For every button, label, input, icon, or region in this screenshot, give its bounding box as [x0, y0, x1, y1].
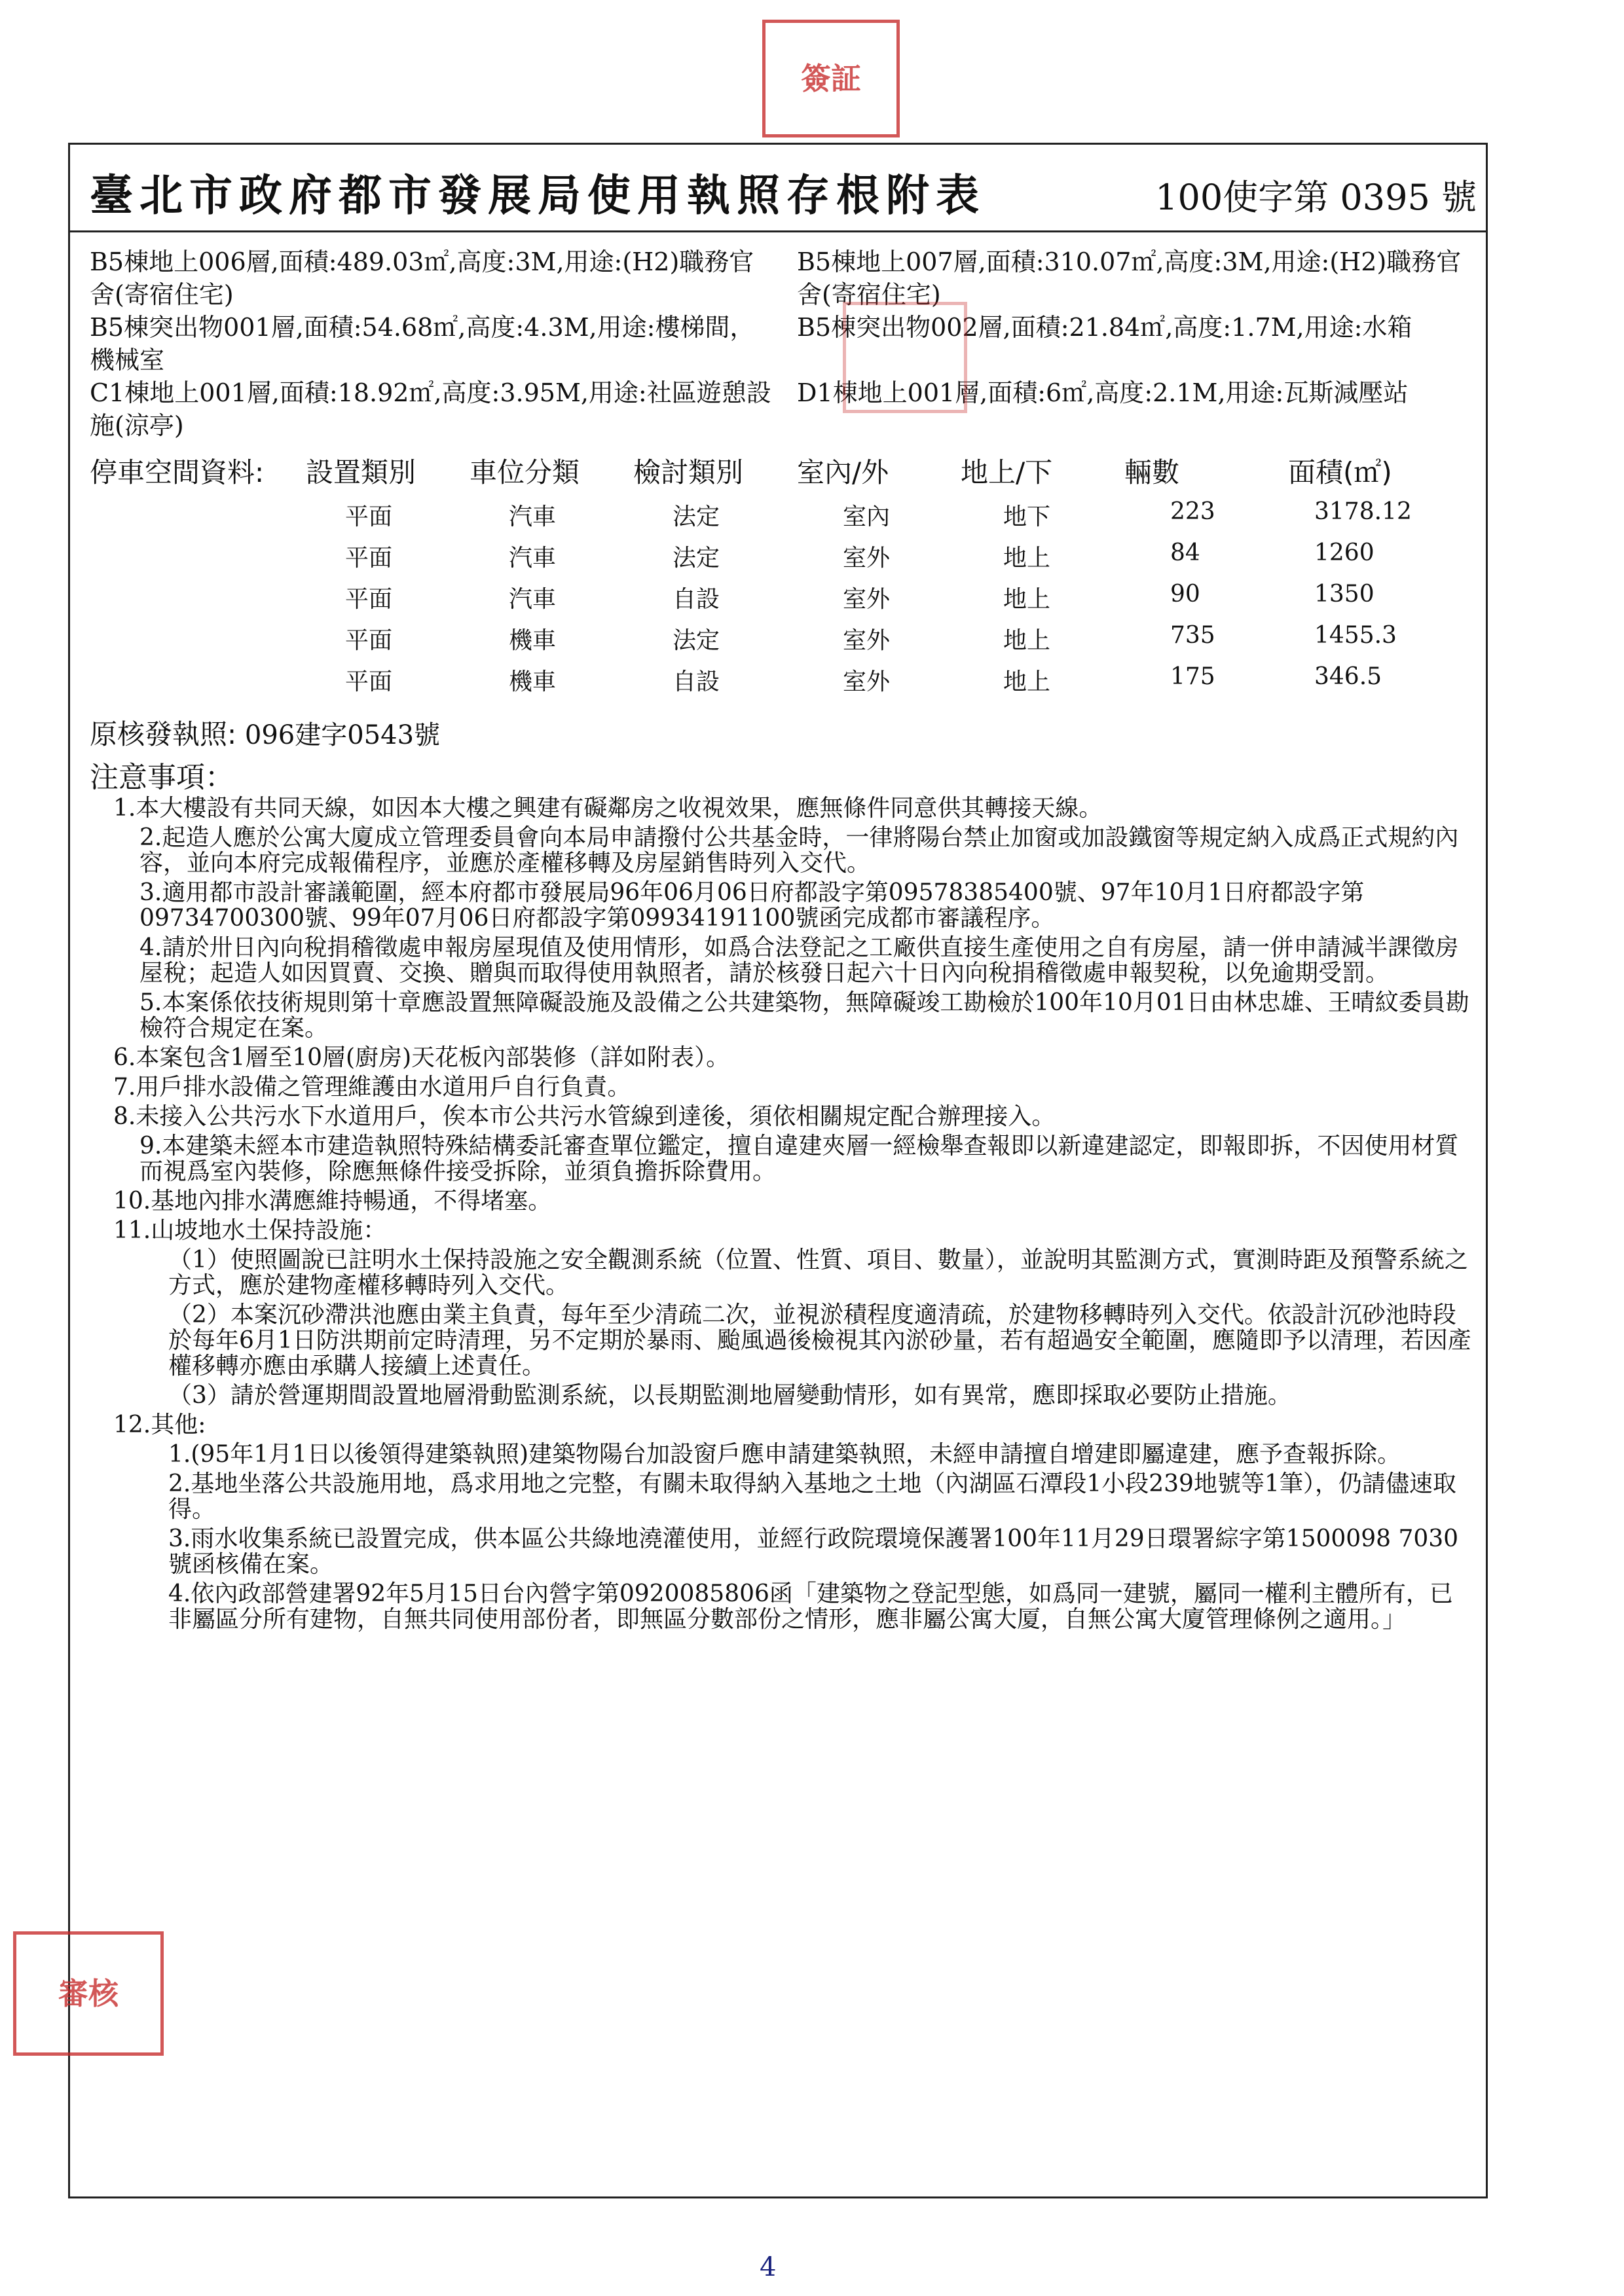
- document-header: [70, 145, 1486, 232]
- parking-cell: 汽車: [509, 586, 557, 613]
- parking-cell: 地上: [1003, 586, 1051, 613]
- other-note-item: 2.基地坐落公共設施用地，爲求用地之完整，有關未取得納入基地之土地（內湖區石潭段1小段239地號等1筆），仍請儘速取得。: [168, 1470, 1456, 1523]
- parking-cell: 法定: [673, 503, 720, 530]
- floor-entry: B5棟突出物002層,面積:21.84㎡,高度:1.7M,用途:水箱: [797, 313, 1412, 342]
- parking-cell: 平面: [345, 545, 393, 572]
- note-item: 3.適用都市設計審議範圍，經本府都市發展局96年06月06日府都設字第09578385400號、97年10月1日府都設字第09734700300號、99年07月06日府都設字第09934191100號函完成都市審議程序。: [139, 879, 1365, 932]
- original-license: [90, 713, 440, 752]
- floor-entry: D1棟地上001層,面積:6㎡,高度:2.1M,用途:瓦斯減壓站: [797, 378, 1409, 407]
- parking-row: [70, 498, 1486, 539]
- parking-column-header: 輛數: [1124, 456, 1180, 488]
- parking-column-header: 檢討類別: [633, 456, 744, 488]
- floor-row: [90, 246, 1478, 311]
- parking-table: [70, 498, 1486, 704]
- note-item: 5.本案係依技術規則第十章應設置無障礙設施及設備之公共建築物，無障礙竣工勘檢於100年10月01日由林忠雄、王晴紋委員勘檢符合規定在案。: [139, 989, 1469, 1042]
- parking-cell: 地下: [1003, 503, 1051, 530]
- parking-cell: 90: [1170, 581, 1200, 608]
- other-title: 12.其他:: [113, 1412, 206, 1438]
- parking-cell: 地上: [1003, 545, 1051, 572]
- parking-column-header: 面積(㎡): [1288, 456, 1392, 488]
- parking-cell: 平面: [345, 668, 393, 695]
- parking-header: [90, 451, 1465, 490]
- parking-cell: 室內: [843, 503, 891, 530]
- slope-note-item: （2）本案沉砂滯洪池應由業主負責，每年至少清疏二次，並視淤積程度適清疏，於建物移轉時列入交代。依設計沉砂池時段於每年6月1日防洪期前定時清理，另不定期於暴雨、颱風過後檢視其內淤砂量，若有超過安全範圍，應隨即予以清理，若因產權移轉亦應由承購人接續上述責任。: [168, 1302, 1471, 1379]
- notes-list: [113, 795, 1475, 1636]
- parking-cell: 室外: [843, 668, 891, 695]
- note-item: 1.本大樓設有共同天線，如因本大樓之興建有礙鄰房之收視效果，應無條件同意供其轉接天線。: [113, 795, 1103, 822]
- parking-cell: 汽車: [509, 545, 557, 572]
- other-note-item: 3.雨水收集系統已設置完成，供本區公共綠地澆灌使用，並經行政院環境保護署100年11月29日環署綜字第1500098 7030號函核備在案。: [168, 1525, 1459, 1578]
- seal-stamp-top: 簽証: [762, 20, 900, 137]
- floor-entry: C1棟地上001層,面積:18.92㎡,高度:3.95M,用途:社區遊憩設施(涼亭): [90, 378, 771, 440]
- parking-label: 停車空間資料:: [90, 456, 265, 488]
- parking-row: [70, 539, 1486, 581]
- parking-cell: 223: [1170, 498, 1215, 525]
- parking-cell: 機車: [509, 668, 557, 695]
- parking-column-header: 地上/下: [961, 456, 1053, 488]
- floor-entry: B5棟突出物001層,面積:54.68㎡,高度:4.3M,用途:樓梯間，機械室: [90, 313, 755, 374]
- parking-cell: 1260: [1314, 539, 1375, 566]
- parking-cell: 地上: [1003, 627, 1051, 654]
- floor-row: [90, 311, 1478, 376]
- parking-cell: 室外: [843, 545, 891, 572]
- note-item: 7.用戶排水設備之管理維護由水道用戶自行負責。: [113, 1074, 631, 1101]
- notes-title: 注意事項：: [90, 761, 234, 794]
- parking-row: [70, 581, 1486, 622]
- parking-cell: 1350: [1314, 581, 1375, 608]
- parking-cell: 175: [1170, 663, 1215, 690]
- note-item: 9.本建築未經本市建造執照特殊結構委託審查單位鑑定，擅自違建夾層一經檢舉查報即以新違建認定，即報即拆，不因使用材質而視爲室內裝修，除應無條件接受拆除，並須負擔拆除費用。: [139, 1133, 1459, 1185]
- other-note-item: 1.(95年1月1日以後領得建築執照)建築物陽台加設窗戶應申請建築執照，未經申請擅自增建即屬違建，應予查報拆除。: [168, 1441, 1401, 1468]
- parking-cell: 自設: [673, 668, 720, 695]
- seal-stamp-bottom: 審核: [13, 1931, 164, 2056]
- parking-cell: 84: [1170, 539, 1200, 566]
- parking-cell: 法定: [673, 545, 720, 572]
- note-item: 11.山坡地水土保持設施：: [113, 1217, 387, 1244]
- document-frame: [68, 143, 1488, 2198]
- parking-cell: 1455.3: [1314, 622, 1397, 649]
- license-number: 100使字第 0395 號: [1155, 177, 1477, 218]
- note-item: 4.請於卅日內向稅捐稽徵處申報房屋現值及使用情形，如爲合法登記之工廠供直接生產使用之自有房屋，請一併申請減半課徵房屋稅；起造人如因買賣、交換、贈與而取得使用執照者，請於核發日起六十日內向稅捐稽徵處申報契稅，以免逾期受罰。: [139, 934, 1459, 987]
- parking-cell: 平面: [345, 627, 393, 654]
- slope-note-item: （1）使照圖說已註明水土保持設施之安全觀測系統（位置、性質、項目、數量），並說明其監測方式，實測時距及預警系統之方式，應於建物產權移轉時列入交代。: [168, 1247, 1468, 1299]
- parking-cell: 法定: [673, 627, 720, 654]
- document-title: 臺北市政府都市發展局使用執照存根附表: [90, 170, 986, 221]
- note-item: 2.起造人應於公寓大廈成立管理委員會向本局申請撥付公共基金時，一律將陽台禁止加窗或加設鐵窗等規定納入成爲正式規約內容，並向本府完成報備程序，並應於產權移轉及房屋銷售時列入交代。: [139, 824, 1459, 877]
- other-note-item: 4.依內政部營建署92年5月15日台內營字第0920085806函「建築物之登記型態，如爲同一建號，屬同一權利主體所有，已非屬區分所有建物，自無共同使用部份者，即無區分數部份之情形，應非屬公寓大厦，自無公寓大廈管理條例之適用。」: [168, 1580, 1453, 1633]
- parking-cell: 地上: [1003, 668, 1051, 695]
- floor-entry: B5棟地上006層,面積:489.03㎡,高度:3M,用途:(H2)職務官舍(寄宿住宅): [90, 247, 754, 309]
- parking-cell: 346.5: [1314, 663, 1382, 690]
- note-item: 6.本案包含1層至10層(廚房)天花板內部裝修（詳如附表）。: [113, 1044, 730, 1071]
- parking-cell: 3178.12: [1314, 498, 1412, 525]
- parking-cell: 平面: [345, 503, 393, 530]
- note-item: 8.未接入公共污水下水道用戶，俟本市公共污水管線到達後，須依相關規定配合辦理接入。: [113, 1103, 1056, 1130]
- original-license-label: 原核發執照:: [90, 718, 237, 750]
- floor-list: [90, 246, 1478, 442]
- original-license-value: 096建字0543號: [244, 720, 441, 750]
- slope-note-item: （3）請於營運期間設置地層滑動監測系統，以長期監測地層變動情形，如有異常，應即採取必要防止措施。: [168, 1382, 1291, 1409]
- parking-row: [70, 663, 1486, 704]
- seal-stamp-faded: [843, 302, 967, 413]
- note-item: 10.基地內排水溝應維持暢通，不得堵塞。: [113, 1188, 552, 1214]
- parking-cell: 平面: [345, 586, 393, 613]
- parking-row: [70, 622, 1486, 663]
- parking-cell: 自設: [673, 586, 720, 613]
- parking-column-header: 設置類別: [306, 456, 416, 488]
- parking-column-header: 車位分類: [470, 456, 580, 488]
- parking-cell: 機車: [509, 627, 557, 654]
- floor-row: [90, 376, 1478, 442]
- page-number: 4: [760, 2252, 777, 2282]
- parking-cell: 室外: [843, 627, 891, 654]
- parking-column-header: 室內/外: [797, 456, 889, 488]
- parking-cell: 室外: [843, 586, 891, 613]
- parking-cell: 汽車: [509, 503, 557, 530]
- floor-entry: B5棟地上007層,面積:310.07㎡,高度:3M,用途:(H2)職務官舍(寄宿住宅): [797, 247, 1462, 309]
- parking-cell: 735: [1170, 622, 1215, 649]
